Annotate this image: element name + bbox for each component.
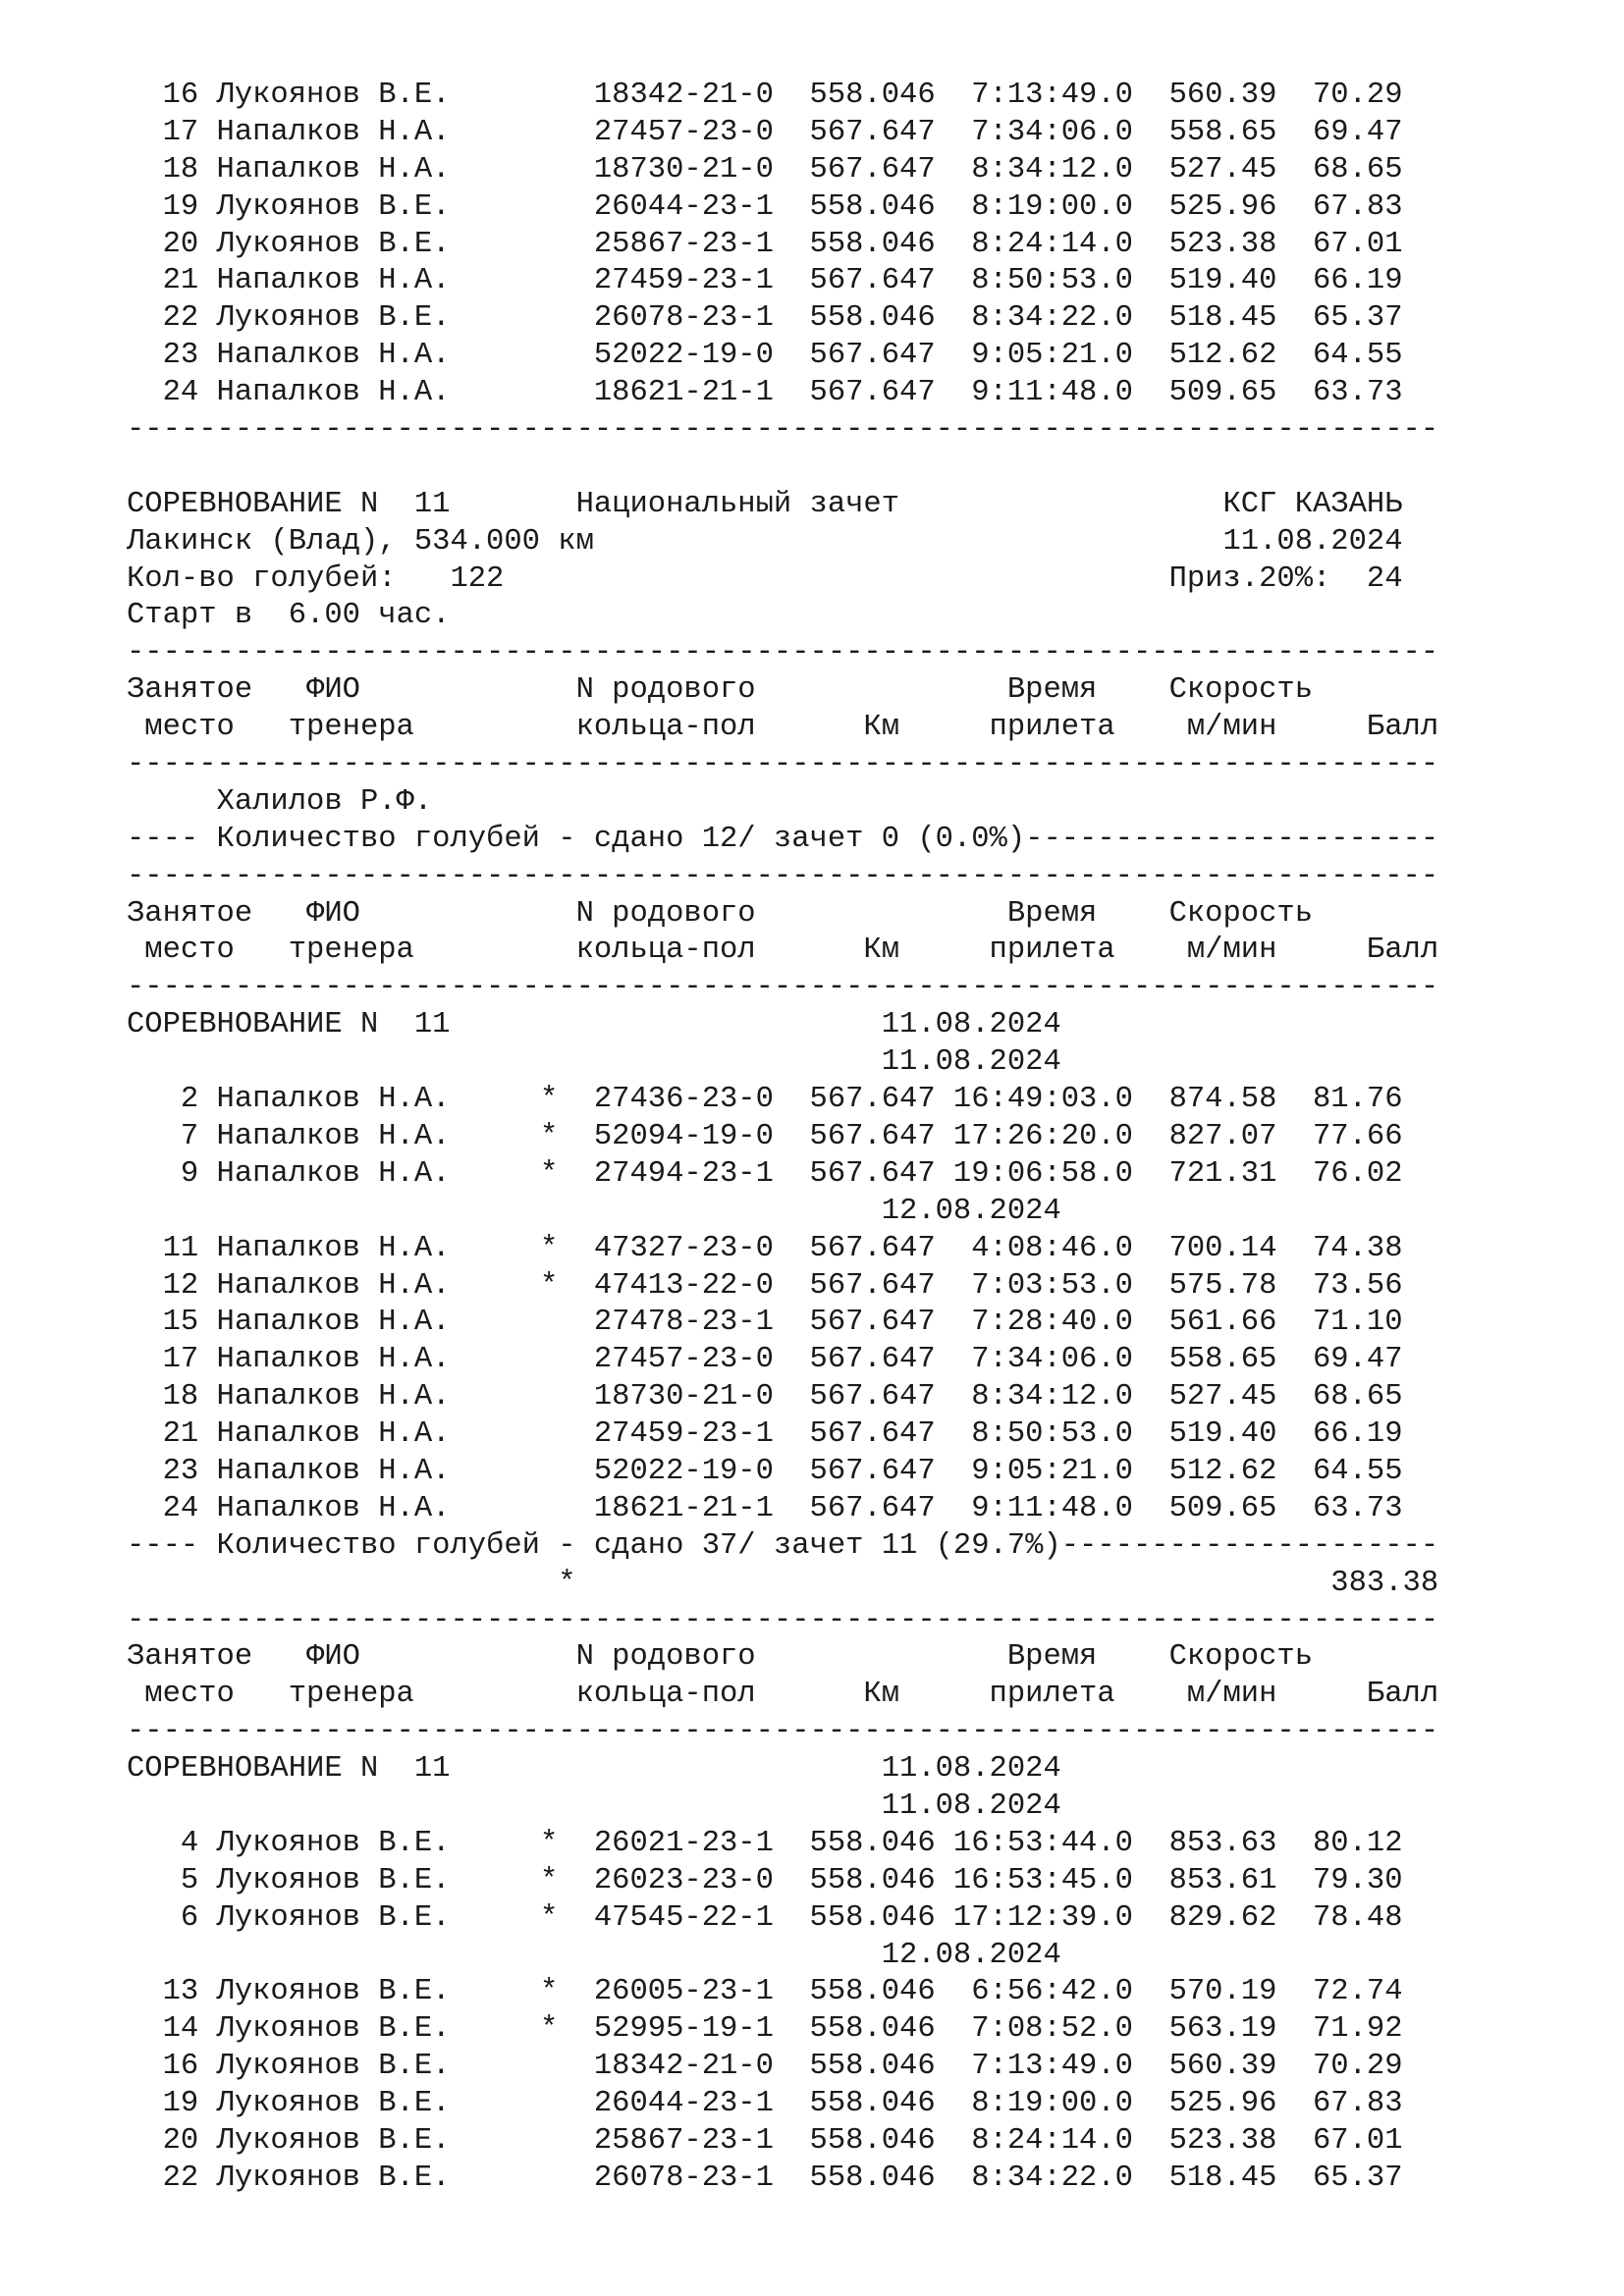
table-row: 9 Напалков Н.А. * 27494-23-1 567.647 19:06:58.0 721.31 76.02: [127, 1156, 1403, 1191]
divider: -------------------------------------------------------------------------: [127, 748, 1439, 782]
competition-location: Лакинск (Влад), 534.000 км 11.08.2024: [127, 524, 1403, 559]
table-row: 23 Напалков Н.А. 52022-19-0 567.647 9:05:21.0 512.62 64.55: [127, 1454, 1403, 1488]
table-row: 22 Лукоянов В.Е. 26078-23-1 558.046 8:34:22.0 518.45 65.37: [127, 301, 1403, 336]
competition-pigeons: Кол-во голубей: 122 Приз.20%: 24: [127, 561, 1403, 596]
table-row: 6 Лукоянов В.Е. * 47545-22-1 558.046 17:12:39.0 829.62 78.48: [127, 1900, 1403, 1935]
divider: -------------------------------------------------------------------------: [127, 1715, 1439, 1749]
trainer-name: Халилов Р.Ф.: [127, 784, 433, 819]
table-row: 2 Напалков Н.А. * 27436-23-0 567.647 16:49:03.0 874.58 81.76: [127, 1083, 1403, 1117]
results-document: [127, 78, 1438, 2198]
napalkov_section-group-date: 11.08.2024: [127, 1045, 1061, 1080]
table-row: 7 Напалков Н.А. * 52094-19-0 567.647 17:26:20.0 827.07 77.66: [127, 1119, 1403, 1153]
table-row: 17 Напалков Н.А. 27457-23-0 567.647 7:34:06.0 558.65 69.47: [127, 115, 1403, 149]
table-row: 5 Лукоянов В.Е. * 26023-23-0 558.046 16:53:45.0 853.61 79.30: [127, 1863, 1403, 1897]
table-row: 24 Напалков Н.А. 18621-21-1 567.647 9:11:48.0 509.65 63.73: [127, 1491, 1403, 1525]
table-row: 16 Лукоянов В.Е. 18342-21-0 558.046 7:13:49.0 560.39 70.29: [127, 79, 1403, 112]
table-row: 13 Лукоянов В.Е. * 26005-23-1 558.046 6:56:42.0 570.19 72.74: [127, 1975, 1403, 2009]
napalkov-summary: ---- Количество голубей - сдано 37/ зачет 11 (29.7%)---------------------: [127, 1528, 1439, 1563]
column-header-line-1: Занятое ФИО N родового Время Скорость: [127, 1640, 1313, 1675]
competition-start: Старт в 6.00 час.: [127, 599, 451, 633]
column-header-line-2: место тренера кольца-пол Км прилета м/мин Балл: [127, 934, 1439, 968]
column-header-line-2: место тренера кольца-пол Км прилета м/мин Балл: [127, 1678, 1439, 1712]
divider: -------------------------------------------------------------------------: [127, 413, 1439, 448]
column-header-line-1: Занятое ФИО N родового Время Скорость: [127, 896, 1313, 931]
table-row: 18 Напалков Н.А. 18730-21-0 567.647 8:34:12.0 527.45 68.65: [127, 152, 1403, 187]
table-row: 20 Лукоянов В.Е. 25867-23-1 558.046 8:24:14.0 523.38 67.01: [127, 227, 1403, 261]
lukoyanov_section-group-date: 11.08.2024: [127, 1789, 1061, 1823]
napalkov_section-group-date: 12.08.2024: [127, 1194, 1061, 1228]
table-row: 21 Напалков Н.А. 27459-23-1 567.647 8:50:53.0 519.40 66.19: [127, 1417, 1403, 1452]
column-header-line-2: место тренера кольца-пол Км прилета м/мин Балл: [127, 711, 1439, 745]
table-row: 23 Напалков Н.А. 52022-19-0 567.647 9:05:21.0 512.62 64.55: [127, 339, 1403, 373]
table-row: 18 Напалков Н.А. 18730-21-0 567.647 8:34:12.0 527.45 68.65: [127, 1380, 1403, 1415]
table-row: 17 Напалков Н.А. 27457-23-0 567.647 7:34:06.0 558.65 69.47: [127, 1343, 1403, 1377]
column-header-line-1: Занятое ФИО N родового Время Скорость: [127, 673, 1313, 708]
napalkov_section-title: СОРЕВНОВАНИЕ N 11 11.08.2024: [127, 1008, 1061, 1042]
table-row: 19 Лукоянов В.Е. 26044-23-1 558.046 8:19:00.0 525.96 67.83: [127, 189, 1403, 224]
lukoyanov_section-title: СОРЕВНОВАНИЕ N 11 11.08.2024: [127, 1752, 1061, 1787]
napalkov-total: * 383.38: [127, 1566, 1439, 1600]
table-row: 12 Напалков Н.А. * 47413-22-0 567.647 7:03:53.0 575.78 73.56: [127, 1268, 1403, 1303]
divider: -------------------------------------------------------------------------: [127, 859, 1439, 893]
table-row: 22 Лукоянов В.Е. 26078-23-1 558.046 8:34:22.0 518.45 65.37: [127, 2161, 1403, 2195]
trainer-summary: ---- Количество голубей - сдано 12/ зачет 0 (0.0%)-----------------------: [127, 822, 1439, 856]
table-row: 4 Лукоянов В.Е. * 26021-23-1 558.046 16:53:44.0 853.63 80.12: [127, 1826, 1403, 1860]
divider: -------------------------------------------------------------------------: [127, 636, 1439, 670]
divider: -------------------------------------------------------------------------: [127, 1603, 1439, 1637]
table-row: 20 Лукоянов В.Е. 25867-23-1 558.046 8:24:14.0 523.38 67.01: [127, 2123, 1403, 2158]
table-row: 16 Лукоянов В.Е. 18342-21-0 558.046 7:13:49.0 560.39 70.29: [127, 2050, 1403, 2084]
table-row: 21 Напалков Н.А. 27459-23-1 567.647 8:50:53.0 519.40 66.19: [127, 264, 1403, 298]
competition-title: СОРЕВНОВАНИЕ N 11 Национальный зачет КСГ КАЗАНЬ: [127, 487, 1403, 521]
table-row: 24 Напалков Н.А. 18621-21-1 567.647 9:11:48.0 509.65 63.73: [127, 376, 1403, 410]
table-row: 14 Лукоянов В.Е. * 52995-19-1 558.046 7:08:52.0 563.19 71.92: [127, 2012, 1403, 2047]
spacer: [127, 450, 1438, 487]
table-row: 19 Лукоянов В.Е. 26044-23-1 558.046 8:19:00.0 525.96 67.83: [127, 2087, 1403, 2121]
table-row: 11 Напалков Н.А. * 47327-23-0 567.647 4:08:46.0 700.14 74.38: [127, 1231, 1403, 1265]
lukoyanov_section-group-date: 12.08.2024: [127, 1938, 1061, 1972]
table-row: 15 Напалков Н.А. 27478-23-1 567.647 7:28:40.0 561.66 71.10: [127, 1306, 1403, 1340]
divider: -------------------------------------------------------------------------: [127, 971, 1439, 1005]
